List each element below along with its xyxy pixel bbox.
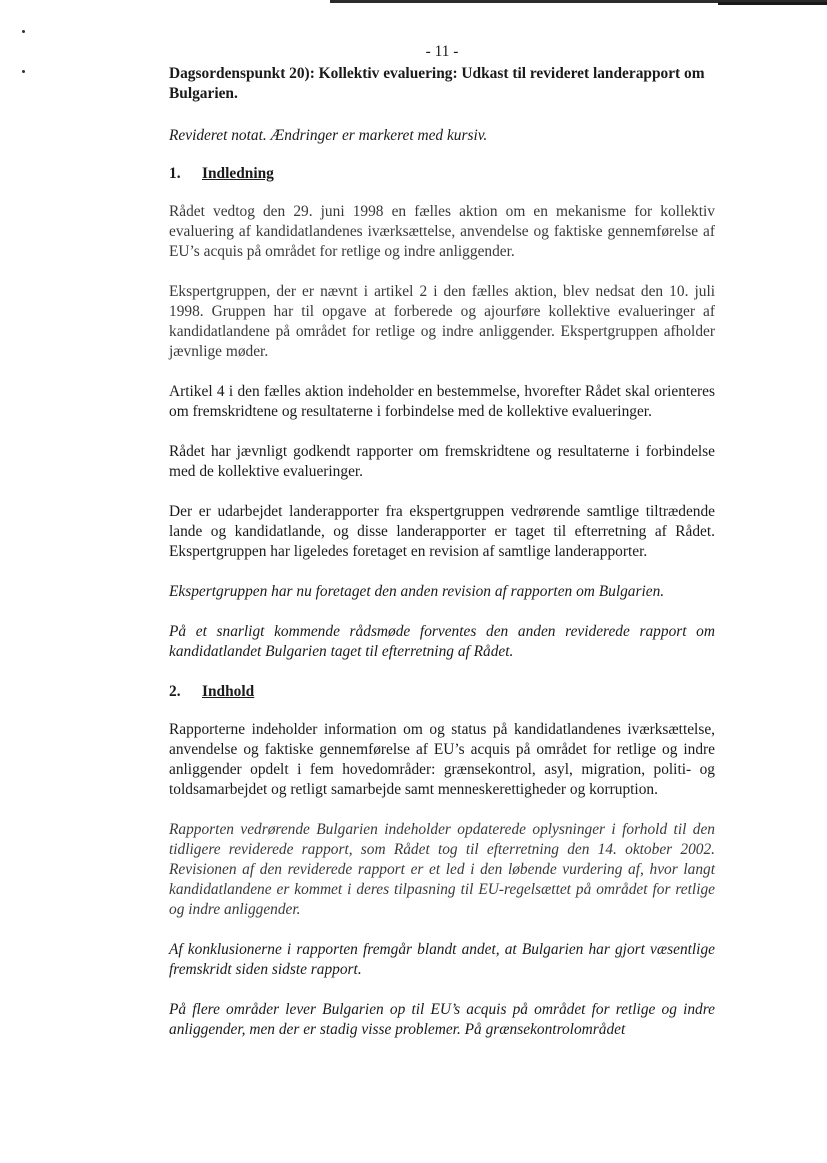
paragraph: Ekspertgruppen, der er nævnt i artikel 2 i den fælles aktion, blev nedsat den 10. juli 1998. Gruppen har til opgave at forberede og ajourføre kollektive evalueringer af kandidatlandene på området for retlige og indre anliggender. Ekspertgruppen afholder jævnlige møder.: [169, 283, 715, 360]
paragraph: Rådet har jævnligt godkendt rapporter om fremskridtene og resultaterne i forbindelse med de kollektive evalueringer.: [169, 443, 715, 480]
section-title: Indledning: [202, 165, 274, 182]
italic-paragraph: På flere områder lever Bulgarien op til EU’s acquis på området for retlige og indre anliggender, men der er stadig visse problemer. På grænsekontrolområdet: [169, 1001, 715, 1038]
scan-speck: [22, 70, 25, 73]
paragraph: Der er udarbejdet landerapporter fra ekspertgruppen vedrørende samtlige tiltrædende lande og kandidatlande, og disse landerapporter er taget til efterretning af Rådet. Ekspertgruppen har ligeledes foretaget en revision af samtlige landerapporter.: [169, 503, 715, 560]
revision-note: Revideret notat. Ændringer er markeret med kursiv.: [169, 127, 488, 144]
paragraph: Rådet vedtog den 29. juni 1998 en fælles aktion om en mekanisme for kollektiv evaluering af kandidatlandenes iværksættelse, anvendelse og faktiske gennemførelse af EU’s acquis på området for retlige og indre anliggender.: [169, 203, 715, 260]
paragraph: Rapporterne indeholder information om og status på kandidatlandenes iværksættelse, anvendelse og faktiske gennemførelse af EU’s acquis på området for retlige og indre anliggender opdelt i fem hovedområder: grænsekontrol, asyl, migration, politi- og toldsamarbejdet og retligt samarbejde samt menneskerettigheder og korruption.: [169, 721, 715, 798]
scan-edge-line-dark: [718, 2, 827, 5]
italic-paragraph: Rapporten vedrørende Bulgarien indeholder opdaterede oplysninger i forhold til den tidligere reviderede rapport, som Rådet tog til efterretning den 14. oktober 2002. Revisionen af den reviderede rapport er et led i den løbende vurdering af, hvor langt kandidatlandene er kommet i deres tilpasning til EU-regelsættet på området for retlige og indre anliggender.: [169, 821, 715, 918]
italic-paragraph: Af konklusionerne i rapporten fremgår blandt andet, at Bulgarien har gjort væsentlige fremskridt siden sidste rapport.: [169, 941, 715, 978]
document-page: [169, 42, 715, 1060]
paragraph: Artikel 4 i den fælles aktion indeholder en bestemmelse, hvorefter Rådet skal orienteres om fremskridtene og resultaterne i forbindelse med de kollektive evalueringer.: [169, 383, 715, 420]
section-title: Indhold: [202, 683, 255, 700]
section-heading-1: [169, 164, 715, 184]
section-heading-2: [169, 682, 715, 702]
italic-paragraph: Ekspertgruppen har nu foretaget den anden revision af rapporten om Bulgarien.: [169, 583, 665, 600]
italic-paragraph: På et snarligt kommende rådsmøde forventes den anden reviderede rapport om kandidatlandet Bulgarien taget til efterretning af Rådet.: [169, 623, 715, 660]
section-number: 2.: [169, 683, 181, 700]
agenda-item-title: Dagsordenspunkt 20): Kollektiv evaluering: Udkast til revideret landerapport om Bulgarien.: [169, 65, 705, 102]
section-number: 1.: [169, 165, 181, 182]
page-number: - 11 -: [425, 43, 459, 60]
scan-speck: [22, 30, 25, 33]
